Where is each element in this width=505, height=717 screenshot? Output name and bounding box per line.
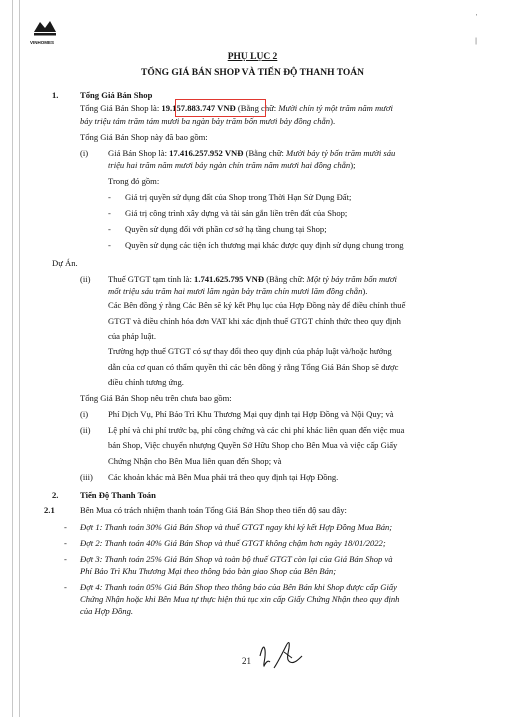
including-text: Trong đó gồm: xyxy=(108,176,160,186)
exclusion-line: Phí Dịch Vụ, Phí Bảo Trì Khu Thương Mại quy định tại Hợp Đồng và Nội Quy; và xyxy=(108,409,394,419)
list-item: Giá trị quyền sử dụng đất của Shop trong Thời Hạn Sử Dụng Đất; xyxy=(125,192,352,202)
list-item: Quyền sử dụng các tiện ích thương mại khác được quy định sử dụng chung trong xyxy=(125,240,404,250)
vat-words-line xyxy=(108,286,367,297)
vat-words-close: ). xyxy=(362,286,368,296)
item-label: (ii) xyxy=(80,425,91,435)
highlight-box xyxy=(175,99,266,117)
list-item: - xyxy=(108,240,111,250)
list-item: - xyxy=(108,192,111,202)
total-words-cont: bảy triệu tám trăm tám mươi ba ngàn bảy trăm bốn mươi bảy đồng chẵn xyxy=(80,116,331,126)
scan-edge-mark: | xyxy=(475,38,477,45)
vat-words-intro: (Bằng chữ: xyxy=(264,274,307,284)
page-number: 21 xyxy=(242,656,251,666)
exclusion-line: bán Shop, Việc chuyển nhượng Quyền Sở Hữu Shop cho Bên Mua và việc cấp Giấy xyxy=(108,440,398,450)
list-item: - xyxy=(64,554,67,564)
vat-paragraph-line: GTGT và điều chỉnh hóa đơn VAT khi xác định thuế GTGT chính thức theo quy định xyxy=(108,316,401,326)
installment-line: Phí Bảo Trì Khu Thương Mại theo thông báo bàn giao Shop của Bên Bán; xyxy=(80,566,337,576)
shop-price-words-intro: (Bằng chữ: xyxy=(243,148,287,158)
list-item: - xyxy=(108,208,111,218)
list-item: - xyxy=(108,224,111,234)
company-logo xyxy=(32,18,58,40)
scan-margin-line xyxy=(19,0,20,717)
subsection-number: 2.1 xyxy=(44,505,55,515)
section-number: 2. xyxy=(52,490,59,500)
installment-line: Đợt 4: Thanh toán 05% Giá Bán Shop theo thông báo của Bên Bán khi Shop được cấp Giấy xyxy=(80,582,397,592)
shop-price-words-close: ); xyxy=(350,160,356,170)
vat-line xyxy=(108,274,397,285)
vat-paragraph-line: điều chỉnh tương ứng. xyxy=(108,377,184,387)
subsection-text: Bên Mua có trách nhiệm thanh toán Tổng Giá Bán Shop theo tiến độ sau đây: xyxy=(80,505,347,515)
initials-signature xyxy=(256,636,306,674)
vat-paragraph-line: Trường hợp thuế GTGT có sự thay đổi theo quy định của pháp luật và/hoặc hướng xyxy=(108,346,392,356)
scan-edge-mark: ' xyxy=(475,14,477,21)
vat-value: 1.741.625.795 VNĐ xyxy=(194,274,265,284)
total-price-value: 19.157.883.747 VNĐ xyxy=(161,103,236,113)
installment-line: Chứng Nhận hoặc khi Bên Mua tự thực hiện thủ tục xin cấp Giấy Chứng Nhận theo quy định xyxy=(80,594,400,604)
exclusion-line: Chứng Nhận cho Bên Mua liên quan đến Shop; và xyxy=(108,456,282,466)
total-words: Mười chín tỷ một trăm năm mươi xyxy=(278,103,393,113)
total-words-line xyxy=(80,116,335,127)
shop-price-words-line xyxy=(108,160,355,171)
logo-text: VINHOMES xyxy=(30,40,55,45)
total-price-prefix: Tổng Giá Bán Shop là: xyxy=(80,103,162,113)
item-label: (i) xyxy=(80,409,89,419)
vat-paragraph-line: Các Bên đồng ý rằng Các Bên sẽ ký kết Phụ lục của Hợp Đồng này để điều chỉnh thuế xyxy=(108,300,406,310)
list-item: - xyxy=(64,582,67,592)
section-heading: Tiến Độ Thanh Toán xyxy=(80,490,156,500)
vat-words: Một tỷ bảy trăm bốn mươi xyxy=(306,274,397,284)
list-item: - xyxy=(64,522,67,532)
scan-margin-line xyxy=(12,0,13,717)
shop-price-words-cont: triệu hai trăm năm mươi bảy ngàn chín trăm năm mươi hai đồng chẵn xyxy=(108,160,351,170)
shop-price-line xyxy=(108,148,395,159)
installment-line: Đợt 3: Thanh toán 25% Giá Bán Shop và toàn bộ thuế GTGT còn lại của Giá Bán Shop và xyxy=(80,554,393,564)
list-item: Giá trị công trình xây dựng và tài sản gắn liền trên đất của Shop; xyxy=(125,208,348,218)
appendix-label: PHỤ LỤC 2 xyxy=(227,52,278,62)
exclusion-line: Các khoản khác mà Bên Mua phải trả theo quy định tại Hợp Đồng. xyxy=(108,472,339,482)
installment-line: của Hợp Đồng. xyxy=(80,606,134,616)
section-heading: Tổng Giá Bán Shop xyxy=(80,90,153,100)
excludes-text: Tổng Giá Bán Shop nêu trên chưa bao gồm: xyxy=(80,393,232,403)
exclusion-line: Lệ phí và chi phí trước bạ, phí công chứng và các chi phí khác liên quan đến việc mua xyxy=(108,425,405,435)
list-item: Quyền sử dụng đối với phần cơ sở hạ tầng chung tại Shop; xyxy=(125,224,327,234)
vat-words-cont: mốt triệu sáu trăm hai mươi lăm ngàn bảy trăm chín mươi lăm đồng chẵn xyxy=(108,286,363,296)
vat-paragraph-line: dẫn của cơ quan có thẩm quyền thì các bên đồng ý rằng Tổng Giá Bán Shop sẽ được xyxy=(108,362,399,372)
includes-text: Tổng Giá Bán Shop này đã bao gồm: xyxy=(80,132,208,142)
installment-line: Đợt 2: Thanh toán 40% Giá Bán Shop và thuế GTGT không chậm hơn ngày 18/01/2022; xyxy=(80,538,386,548)
installment-line: Đợt 1: Thanh toán 30% Giá Bán Shop và thuế GTGT ngay khi ký kết Hợp Đồng Mua Bán; xyxy=(80,522,393,532)
vat-paragraph-line: của pháp luật. xyxy=(108,331,156,341)
total-words-close: ). xyxy=(330,116,336,126)
appendix-title: TỔNG GIÁ BÁN SHOP VÀ TIẾN ĐỘ THANH TOÁN xyxy=(141,68,364,78)
item-label: (ii) xyxy=(80,274,91,284)
list-item-cont: Dự Án. xyxy=(52,258,78,268)
list-item: - xyxy=(64,538,67,548)
total-words-intro: (Bằng chữ: xyxy=(235,103,279,113)
shop-price-words: Mười bảy tỷ bốn trăm mười sáu xyxy=(286,148,396,158)
section-number: 1. xyxy=(52,90,59,100)
item-label: (iii) xyxy=(80,472,93,482)
vat-prefix: Thuế GTGT tạm tính là: xyxy=(108,274,195,284)
item-label: (i) xyxy=(80,148,89,158)
shop-price-prefix: Giá Bán Shop là: xyxy=(108,148,170,158)
shop-price-value: 17.416.257.952 VNĐ xyxy=(169,148,244,158)
